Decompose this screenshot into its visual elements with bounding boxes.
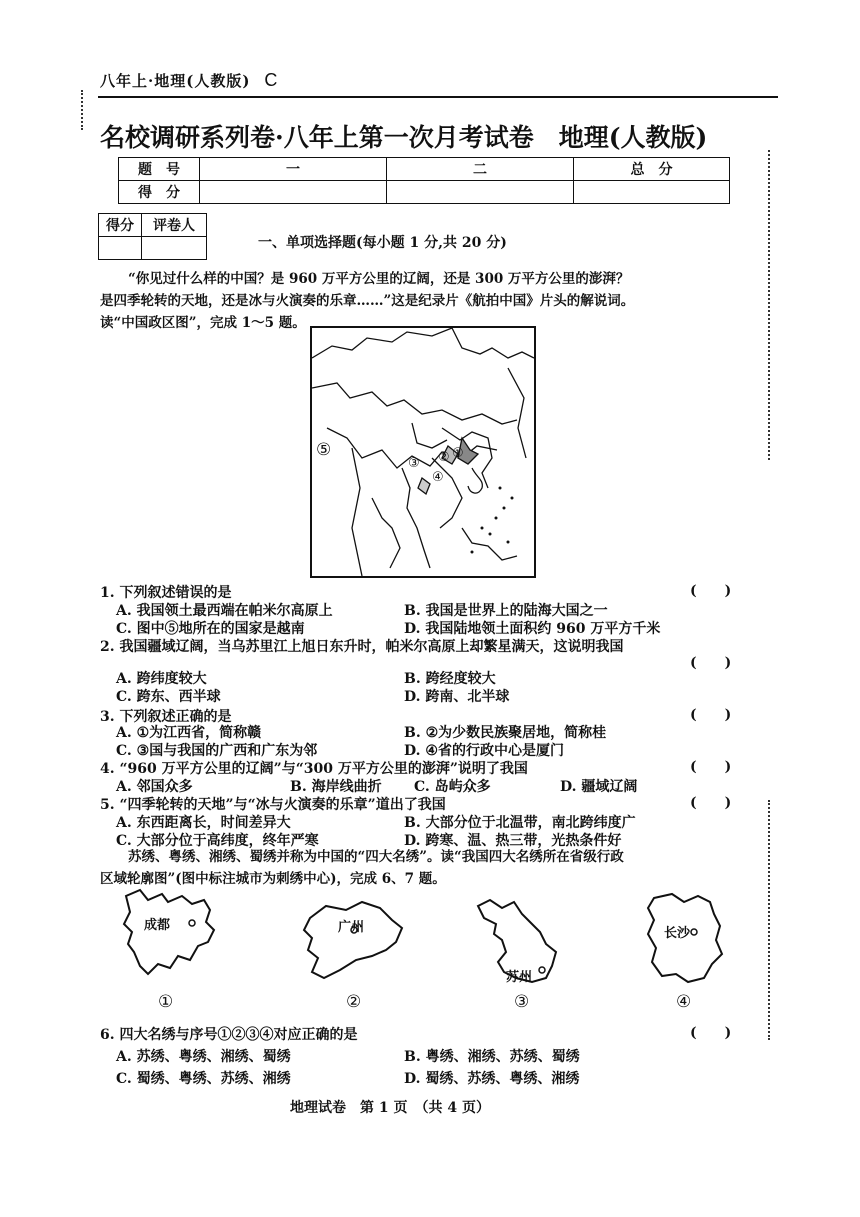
q4-option-d[interactable]: D. 疆域辽阔 xyxy=(560,779,638,795)
province-outline-1 xyxy=(118,886,218,986)
q3-option-a[interactable]: A. ①为江西省，简称赣 xyxy=(116,725,262,741)
q2-option-d[interactable]: D. 跨南、北半球 xyxy=(404,689,510,705)
answer-blank-3[interactable]: ( ) xyxy=(690,707,732,723)
score-input-cell[interactable] xyxy=(200,181,387,204)
map-border-line xyxy=(432,458,462,528)
map-label-3: ③ xyxy=(408,456,420,471)
q6-option-d[interactable]: D. 蜀绣、苏绣、粤绣、湘绣 xyxy=(404,1071,580,1087)
version-letter: C xyxy=(264,70,279,90)
map-label-5: ⑤ xyxy=(316,440,332,460)
answer-blank-5[interactable]: ( ) xyxy=(690,795,732,811)
question-5-stem: 5. “四季轮转的天地”与“冰与火演奏的乐章”道出了我国 xyxy=(100,797,446,813)
outline-number-2: ② xyxy=(346,992,362,1012)
section-title: 一、单项选择题(每小题 1 分,共 20 分) xyxy=(258,235,507,251)
map-region-shaded xyxy=(418,478,430,494)
q1-option-b[interactable]: B. 我国是世界上的陆海大国之一 xyxy=(404,603,608,619)
score-cell: 题 号 xyxy=(119,158,200,181)
outline-number-3: ③ xyxy=(514,992,530,1012)
score-cell: 总 分 xyxy=(574,158,730,181)
q2-option-b[interactable]: B. 跨经度较大 xyxy=(404,671,496,687)
q3-option-c[interactable]: C. ③国与我国的广西和广东为邻 xyxy=(116,743,318,759)
q3-option-b[interactable]: B. ②为少数民族聚居地，简称桂 xyxy=(404,725,607,741)
score-table xyxy=(118,157,730,204)
page-title: 名校调研系列卷·八年上第一次月考试卷 地理(人教版) xyxy=(100,123,708,152)
answer-blank-4[interactable]: ( ) xyxy=(690,759,732,775)
score-input-cell[interactable] xyxy=(387,181,574,204)
q5-option-d[interactable]: D. 跨寒、温、热三带，光热条件好 xyxy=(404,833,622,849)
intro-paragraph: “你见过什么样的中国？是 960 万平方公里的辽阔，还是 300 万平方公里的澎湃？ 是四季轮转的天地，还是冰与火演奏的乐章……”这是纪录片《航拍中国》片头的解说词。 读“中国政区图”，完成 1～5 题。 xyxy=(100,271,635,331)
answer-blank-6[interactable]: ( ) xyxy=(690,1025,732,1041)
province-outline-4 xyxy=(640,888,730,988)
province-outline-2 xyxy=(296,898,416,988)
grader-table xyxy=(98,213,207,260)
q3-option-d[interactable]: D. ④省的行政中心是厦门 xyxy=(404,743,564,759)
q2-option-a[interactable]: A. 跨纬度较大 xyxy=(116,671,207,687)
q6-option-a[interactable]: A. 苏绣、粤绣、湘绣、蜀绣 xyxy=(116,1049,291,1065)
score-cell: 一 xyxy=(200,158,387,181)
city-label-suzhou: 苏州 xyxy=(506,970,533,985)
score-table-row xyxy=(119,158,730,181)
q4-option-a[interactable]: A. 邻国众多 xyxy=(116,779,193,795)
map-border-line xyxy=(352,448,362,576)
province-outline-3 xyxy=(472,892,568,988)
margin-dots xyxy=(81,90,83,130)
q5-option-c[interactable]: C. 大部分位于高纬度，终年严寒 xyxy=(116,833,319,849)
q4-option-b[interactable]: B. 海岸线曲折 xyxy=(290,779,382,795)
answer-blank-1[interactable]: ( ) xyxy=(690,583,732,599)
page-footer: 地理试卷 第 1 页 （共 4 页） xyxy=(290,1100,490,1116)
grader-cell: 得分 xyxy=(99,214,142,237)
score-cell: 二 xyxy=(387,158,574,181)
score-cell: 得 分 xyxy=(119,181,200,204)
q5-option-a[interactable]: A. 东西距离长，时间差异大 xyxy=(116,815,291,831)
q1-option-a[interactable]: A. 我国领土最西端在帕米尔高原上 xyxy=(116,603,333,619)
map-border-line xyxy=(372,498,400,568)
q5-option-b[interactable]: B. 大部分位于北温带，南北跨纬度广 xyxy=(404,815,636,831)
intro-paragraph-2: 苏绣、粤绣、湘绣、蜀绣并称为中国的“四大名绣”。读“我国四大名绣所在省级行政 区域轮廓图”(图中标注城市为刺绣中心)，完成 6、7 题。 xyxy=(100,849,624,887)
map-label-2: ② xyxy=(438,450,450,465)
map-border-line xyxy=(312,383,517,424)
margin-dots xyxy=(768,800,770,1040)
header-rule xyxy=(98,96,778,98)
city-label-guangzhou: 广州 xyxy=(338,920,365,935)
city-label-changsha: 长沙 xyxy=(664,926,691,941)
china-map xyxy=(310,326,536,578)
grader-input[interactable] xyxy=(99,237,142,260)
margin-dots xyxy=(768,150,770,460)
grader-input[interactable] xyxy=(142,237,207,260)
city-label-chengdu: 成都 xyxy=(144,918,171,933)
q1-option-c[interactable]: C. 图中⑤地所在的国家是越南 xyxy=(116,621,305,637)
score-table-row xyxy=(119,181,730,204)
map-label-1: ① xyxy=(452,446,464,461)
outline-number-1: ① xyxy=(158,992,174,1012)
map-label-4: ④ xyxy=(432,470,444,485)
question-2-stem: 2. 我国疆域辽阔，当乌苏里江上旭日东升时，帕米尔高原上却繁星满天，这说明我国 xyxy=(100,639,624,655)
question-6-stem: 6. 四大名绣与序号①②③④对应正确的是 xyxy=(100,1027,358,1043)
map-border-line xyxy=(412,423,447,448)
question-4-stem: 4. “960 万平方公里的辽阔”与“300 万平方公里的澎湃”说明了我国 xyxy=(100,761,528,777)
map-border-line xyxy=(468,468,482,493)
grader-cell: 评卷人 xyxy=(142,214,207,237)
map-drawing xyxy=(312,328,534,576)
map-border-line xyxy=(452,328,534,358)
score-input-cell[interactable] xyxy=(574,181,730,204)
outline-number-4: ④ xyxy=(676,992,692,1012)
question-3-stem: 3. 下列叙述正确的是 xyxy=(100,709,232,725)
header-grade-subject: 八年上·地理(人教版) C xyxy=(100,70,279,90)
question-1-stem: 1. 下列叙述错误的是 xyxy=(100,585,232,601)
q1-option-d[interactable]: D. 我国陆地领土面积约 960 万平方千米 xyxy=(404,621,661,637)
q6-option-b[interactable]: B. 粤绣、湘绣、苏绣、蜀绣 xyxy=(404,1049,580,1065)
q2-option-c[interactable]: C. 跨东、西半球 xyxy=(116,689,221,705)
answer-blank-2[interactable]: ( ) xyxy=(690,655,732,671)
q4-option-c[interactable]: C. 岛屿众多 xyxy=(414,779,491,795)
map-border-line xyxy=(508,368,526,458)
q6-option-c[interactable]: C. 蜀绣、粤绣、苏绣、湘绣 xyxy=(116,1071,291,1087)
map-border-line xyxy=(312,328,452,358)
